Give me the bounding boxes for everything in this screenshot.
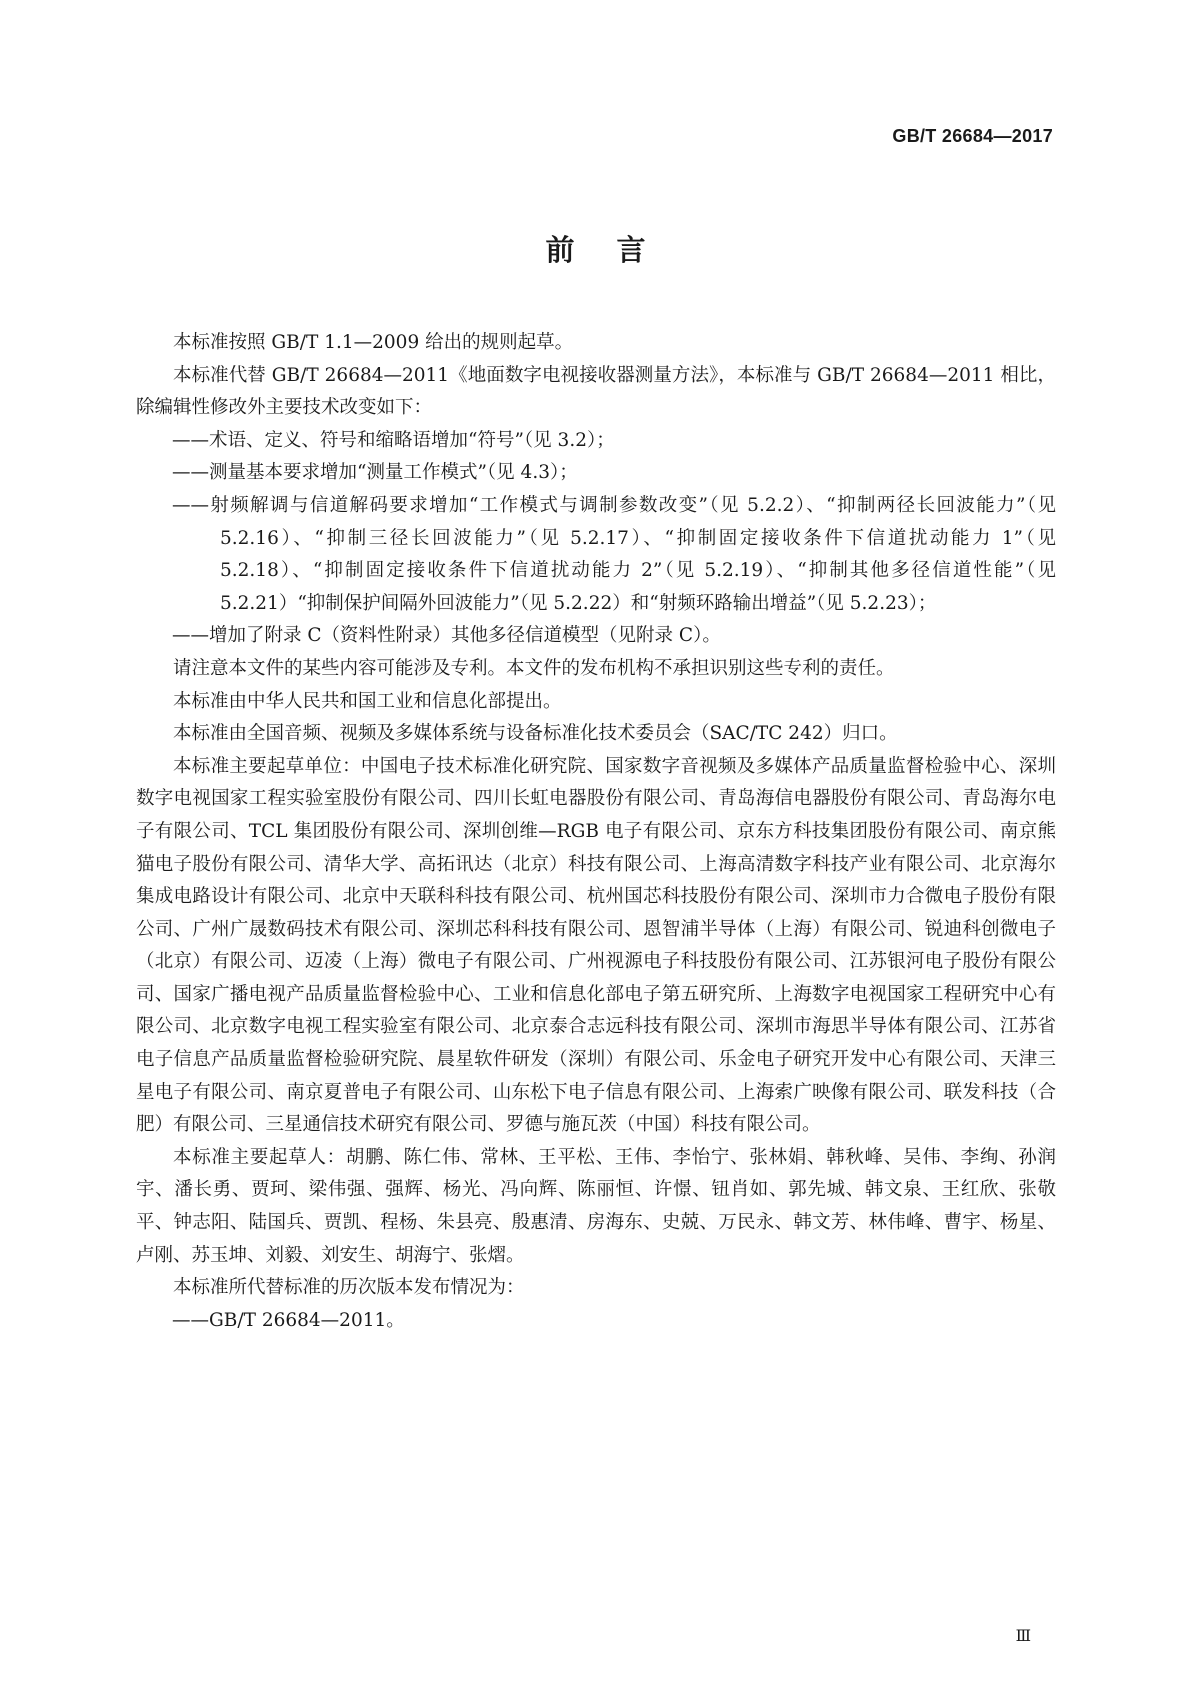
paragraph: 本标准主要起草人：胡鹏、陈仁伟、常林、王平松、王伟、李怡宁、张林娟、韩秋峰、吴伟、李绚、孙润宇、潘长勇、贾珂、梁伟强、强辉、杨光、冯向辉、陈丽恒、许憬、钮肖如、郭先城、韩文泉、王红欣、张敬平、钟志阳、陆国兵、贾凯、程杨、朱县亮、殷惠清、房海东、史兢、万民永、韩文芳、林伟峰、曹宇、杨星、卢刚、苏玉坤、刘毅、刘安生、胡海宁、张熠。 [136,1146,1056,1266]
standard-code: GB/T 26684—2017 [892,126,1053,146]
paragraph: 请注意本文件的某些内容可能涉及专利。本文件的发布机构不承担识别这些专利的责任。 [173,657,895,679]
page-title: 前言 [545,233,688,267]
paragraph: 本标准按照 GB/T 1.1—2009 给出的规则起草。 [173,332,574,353]
list-item: ——GB/T 26684—2011。 [172,1309,405,1331]
paragraph: 本标准代替 GB/T 26684—2011《地面数字电视接收器测量方法》，本标准与 GB/T 26684—2011 相比，除编辑性修改外主要技术改变如下： [136,364,1056,419]
list-item: ——射频解调与信道解码要求增加“工作模式与调制参数改变”（见 5.2.2）、“抑制两径长回波能力”（见 5.2.16）、“抑制三径长回波能力”（见 5.2.17）、“抑制固定接收条件下信道扰动能力 1”（见 5.2.18）、“抑制固定接收条件下信道扰动能力 2”（见 5.2.19）、“抑制其他多径信道性能”（见 5.2.21）“抑制保护间隔外回波能力”（见 5.2.22）和“射频环路输出增益”（见 5.2.23）； [172,494,1056,614]
paragraph: 本标准主要起草单位：中国电子技术标准化研究院、国家数字音视频及多媒体产品质量监督检验中心、深圳数字电视国家工程实验室股份有限公司、四川长虹电器股份有限公司、青岛海信电器股份有限公司、青岛海尔电子有限公司、TCL 集团股份有限公司、深圳创维—RGB 电子有限公司、京东方科技集团股份有限公司、南京熊猫电子股份有限公司、清华大学、高拓讯达（北京）科技有限公司、上海高清数字科技产业有限公司、北京海尔集成电路设计有限公司、北京中天联科科技有限公司、杭州国芯科技股份有限公司、深圳市力合微电子股份有限公司、广州广晟数码技术有限公司、深圳芯科科技有限公司、恩智浦半导体（上海）有限公司、锐迪科创微电子（北京）有限公司、迈凌（上海）微电子有限公司、广州视源电子科技股份有限公司、江苏银河电子股份有限公司、国家广播电视产品质量监督检验中心、工业和信息化部电子第五研究所、上海数字电视国家工程研究中心有限公司、北京数字电视工程实验室有限公司、北京泰合志远科技有限公司、深圳市海思半导体有限公司、江苏省电子信息产品质量监督检验研究院、晨星软件研发（深圳）有限公司、乐金电子研究开发中心有限公司、天津三星电子有限公司、南京夏普电子有限公司、山东松下电子信息有限公司、上海索广映像有限公司、联发科技（合肥）有限公司、三星通信技术研究有限公司、罗德与施瓦茨（中国）科技有限公司。 [136,755,1056,1136]
list-item: ——增加了附录 C（资料性附录）其他多径信道模型（见附录 C）。 [172,625,721,647]
paragraph: 本标准由中华人民共和国工业和信息化部提出。 [173,690,562,712]
page-number: Ⅲ [1015,1628,1031,1645]
document-body [136,327,1056,1337]
list-item: ——术语、定义、符号和缩略语增加“符号”（见 3.2）； [172,429,615,451]
paragraph: 本标准由全国音频、视频及多媒体系统与设备标准化技术委员会（SAC/TC 242）归口。 [173,723,898,745]
paragraph: 本标准所代替标准的历次版本发布情况为： [173,1277,525,1299]
list-item: ——测量基本要求增加“测量工作模式”（见 4.3）； [172,462,578,484]
